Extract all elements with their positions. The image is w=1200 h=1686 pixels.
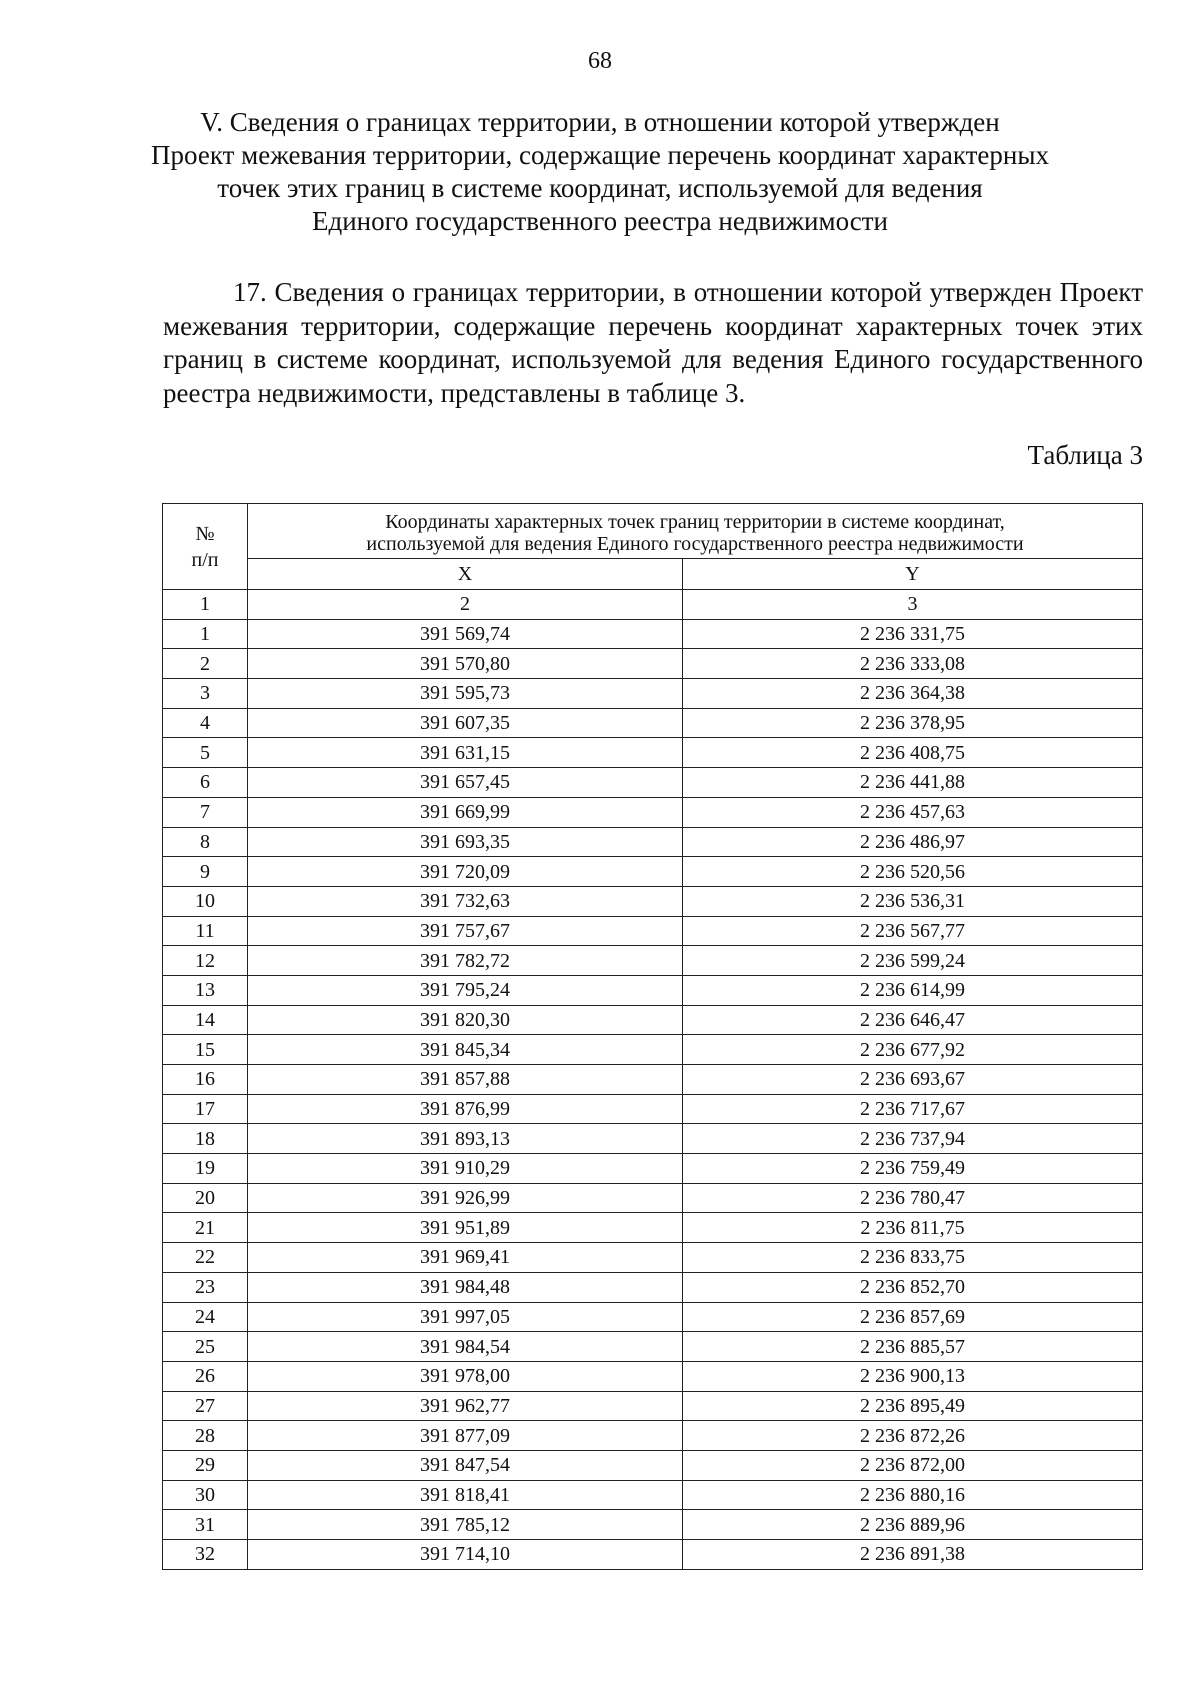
x-value-cell: 391 569,74	[248, 619, 683, 649]
table-row	[163, 1540, 1143, 1570]
y-value-cell: 2 236 891,38	[683, 1540, 1143, 1570]
x-value-cell: 391 820,30	[248, 1005, 683, 1035]
x-value-cell: 391 570,80	[248, 649, 683, 679]
x-value-cell: 391 693,35	[248, 827, 683, 857]
column-number-cell: 3	[683, 590, 1143, 620]
y-value-cell: 2 236 408,75	[683, 738, 1143, 768]
column-number-cell: 1	[163, 590, 248, 620]
y-value-cell: 2 236 872,26	[683, 1421, 1143, 1451]
row-number-cell: 3	[163, 679, 248, 709]
row-number-cell: 25	[163, 1332, 248, 1362]
column-number-cell: 2	[248, 590, 683, 620]
y-value-cell: 2 236 567,77	[683, 916, 1143, 946]
y-value-cell: 2 236 717,67	[683, 1094, 1143, 1124]
y-value-cell: 2 236 599,24	[683, 946, 1143, 976]
x-value-cell: 391 595,73	[248, 679, 683, 709]
y-value-cell: 2 236 737,94	[683, 1124, 1143, 1154]
y-value-cell: 2 236 872,00	[683, 1450, 1143, 1480]
coordinates-group-header	[248, 504, 1143, 559]
row-number-cell: 22	[163, 1243, 248, 1273]
table-row	[163, 1243, 1143, 1273]
x-value-cell: 391 785,12	[248, 1510, 683, 1540]
y-value-cell: 2 236 646,47	[683, 1005, 1143, 1035]
table-row	[163, 1005, 1143, 1035]
x-value-cell: 391 795,24	[248, 975, 683, 1005]
row-number-cell: 27	[163, 1391, 248, 1421]
table-row	[163, 1154, 1143, 1184]
y-value-cell: 2 236 900,13	[683, 1361, 1143, 1391]
row-number-cell: 19	[163, 1154, 248, 1184]
y-value-cell: 2 236 486,97	[683, 827, 1143, 857]
number-column-header	[163, 504, 248, 590]
section-heading-line: Проект межевания территории, содержащие перечень координат характерных	[151, 140, 1049, 170]
x-value-cell: 391 997,05	[248, 1302, 683, 1332]
x-value-cell: 391 669,99	[248, 797, 683, 827]
row-number-cell: 4	[163, 708, 248, 738]
table-row	[163, 1213, 1143, 1243]
table-row	[163, 1302, 1143, 1332]
table-row	[163, 708, 1143, 738]
table-row	[163, 916, 1143, 946]
table-row	[163, 1361, 1143, 1391]
table-row	[163, 1332, 1143, 1362]
y-value-cell: 2 236 759,49	[683, 1154, 1143, 1184]
y-value-cell: 2 236 536,31	[683, 886, 1143, 916]
x-value-cell: 391 876,99	[248, 1094, 683, 1124]
row-number-cell: 26	[163, 1361, 248, 1391]
table-row	[163, 1124, 1143, 1154]
x-value-cell: 391 962,77	[248, 1391, 683, 1421]
table-row	[163, 1450, 1143, 1480]
x-value-cell: 391 926,99	[248, 1183, 683, 1213]
y-value-cell: 2 236 833,75	[683, 1243, 1143, 1273]
table-row	[163, 768, 1143, 798]
table-row	[163, 827, 1143, 857]
table-row	[163, 857, 1143, 887]
x-value-cell: 391 714,10	[248, 1540, 683, 1570]
row-number-cell: 15	[163, 1035, 248, 1065]
x-value-cell: 391 720,09	[248, 857, 683, 887]
x-value-cell: 391 847,54	[248, 1450, 683, 1480]
coordinates-table	[162, 503, 1143, 1570]
row-number-cell: 10	[163, 886, 248, 916]
table-row	[163, 619, 1143, 649]
y-value-cell: 2 236 780,47	[683, 1183, 1143, 1213]
table-row	[163, 1183, 1143, 1213]
row-number-cell: 32	[163, 1540, 248, 1570]
y-value-cell: 2 236 889,96	[683, 1510, 1143, 1540]
section-heading	[150, 106, 1050, 238]
x-value-cell: 391 732,63	[248, 886, 683, 916]
x-value-cell: 391 845,34	[248, 1035, 683, 1065]
number-sign: №	[195, 522, 215, 545]
y-value-cell: 2 236 333,08	[683, 649, 1143, 679]
row-number-cell: 20	[163, 1183, 248, 1213]
y-value-cell: 2 236 677,92	[683, 1035, 1143, 1065]
table-row	[163, 1391, 1143, 1421]
row-number-cell: 6	[163, 768, 248, 798]
row-number-cell: 29	[163, 1450, 248, 1480]
y-value-cell: 2 236 895,49	[683, 1391, 1143, 1421]
y-value-cell: 2 236 364,38	[683, 679, 1143, 709]
row-number-cell: 7	[163, 797, 248, 827]
table-row	[163, 1094, 1143, 1124]
x-value-cell: 391 893,13	[248, 1124, 683, 1154]
section-heading-line: Единого государственного реестра недвижимости	[311, 206, 888, 236]
y-value-cell: 2 236 614,99	[683, 975, 1143, 1005]
table-row	[163, 1065, 1143, 1095]
x-value-cell: 391 657,45	[248, 768, 683, 798]
x-value-cell: 391 631,15	[248, 738, 683, 768]
x-column-header: X	[248, 559, 683, 590]
row-number-cell: 18	[163, 1124, 248, 1154]
row-number-cell: 24	[163, 1302, 248, 1332]
x-value-cell: 391 757,67	[248, 916, 683, 946]
row-number-cell: 28	[163, 1421, 248, 1451]
y-value-cell: 2 236 441,88	[683, 768, 1143, 798]
y-value-cell: 2 236 457,63	[683, 797, 1143, 827]
row-number-cell: 1	[163, 619, 248, 649]
x-value-cell: 391 969,41	[248, 1243, 683, 1273]
x-value-cell: 391 857,88	[248, 1065, 683, 1095]
table-row	[163, 649, 1143, 679]
number-abbrev: п/п	[191, 548, 219, 571]
row-number-cell: 21	[163, 1213, 248, 1243]
row-number-cell: 9	[163, 857, 248, 887]
table-row	[163, 1035, 1143, 1065]
table-row	[163, 975, 1143, 1005]
table-row	[163, 797, 1143, 827]
table-row	[163, 738, 1143, 768]
table-caption: Таблица 3	[1027, 440, 1143, 470]
section-heading-line: V. Сведения о границах территории, в отношении которой утвержден	[200, 107, 1000, 137]
row-number-cell: 13	[163, 975, 248, 1005]
row-number-cell: 2	[163, 649, 248, 679]
row-number-cell: 31	[163, 1510, 248, 1540]
y-value-cell: 2 236 520,56	[683, 857, 1143, 887]
group-header-line: используемой для ведения Единого государственного реестра недвижимости	[366, 533, 1024, 555]
row-number-cell: 16	[163, 1065, 248, 1095]
body-paragraph: 17. Сведения о границах территории, в отношении которой утвержден Проект межевания территории, содержащие перечень координат характерных точек этих границ в системе координат, используемой для ведения Единого государственного реестра недвижимости, представлены в таблице 3.	[163, 277, 1143, 408]
table-row	[163, 1510, 1143, 1540]
page-number: 68	[588, 48, 612, 74]
x-value-cell: 391 978,00	[248, 1361, 683, 1391]
y-value-cell: 2 236 885,57	[683, 1332, 1143, 1362]
x-value-cell: 391 951,89	[248, 1213, 683, 1243]
group-header-line: Координаты характерных точек границ территории в системе координат,	[385, 511, 1005, 533]
y-value-cell: 2 236 857,69	[683, 1302, 1143, 1332]
table-row	[163, 1421, 1143, 1451]
y-value-cell: 2 236 852,70	[683, 1272, 1143, 1302]
table-row	[163, 1480, 1143, 1510]
row-number-cell: 14	[163, 1005, 248, 1035]
row-number-cell: 23	[163, 1272, 248, 1302]
x-value-cell: 391 984,54	[248, 1332, 683, 1362]
row-number-cell: 30	[163, 1480, 248, 1510]
x-value-cell: 391 877,09	[248, 1421, 683, 1451]
table-row	[163, 679, 1143, 709]
y-value-cell: 2 236 378,95	[683, 708, 1143, 738]
table-row	[163, 886, 1143, 916]
table-row	[163, 1272, 1143, 1302]
x-value-cell: 391 818,41	[248, 1480, 683, 1510]
y-column-header: Y	[683, 559, 1143, 590]
y-value-cell: 2 236 331,75	[683, 619, 1143, 649]
y-value-cell: 2 236 693,67	[683, 1065, 1143, 1095]
x-value-cell: 391 984,48	[248, 1272, 683, 1302]
x-value-cell: 391 782,72	[248, 946, 683, 976]
y-value-cell: 2 236 811,75	[683, 1213, 1143, 1243]
row-number-cell: 8	[163, 827, 248, 857]
row-number-cell: 17	[163, 1094, 248, 1124]
row-number-cell: 11	[163, 916, 248, 946]
coordinates-table-body	[163, 619, 1143, 1569]
x-value-cell: 391 607,35	[248, 708, 683, 738]
y-value-cell: 2 236 880,16	[683, 1480, 1143, 1510]
x-value-cell: 391 910,29	[248, 1154, 683, 1184]
row-number-cell: 5	[163, 738, 248, 768]
table-row	[163, 946, 1143, 976]
row-number-cell: 12	[163, 946, 248, 976]
section-heading-line: точек этих границ в системе координат, используемой для ведения	[217, 173, 983, 203]
